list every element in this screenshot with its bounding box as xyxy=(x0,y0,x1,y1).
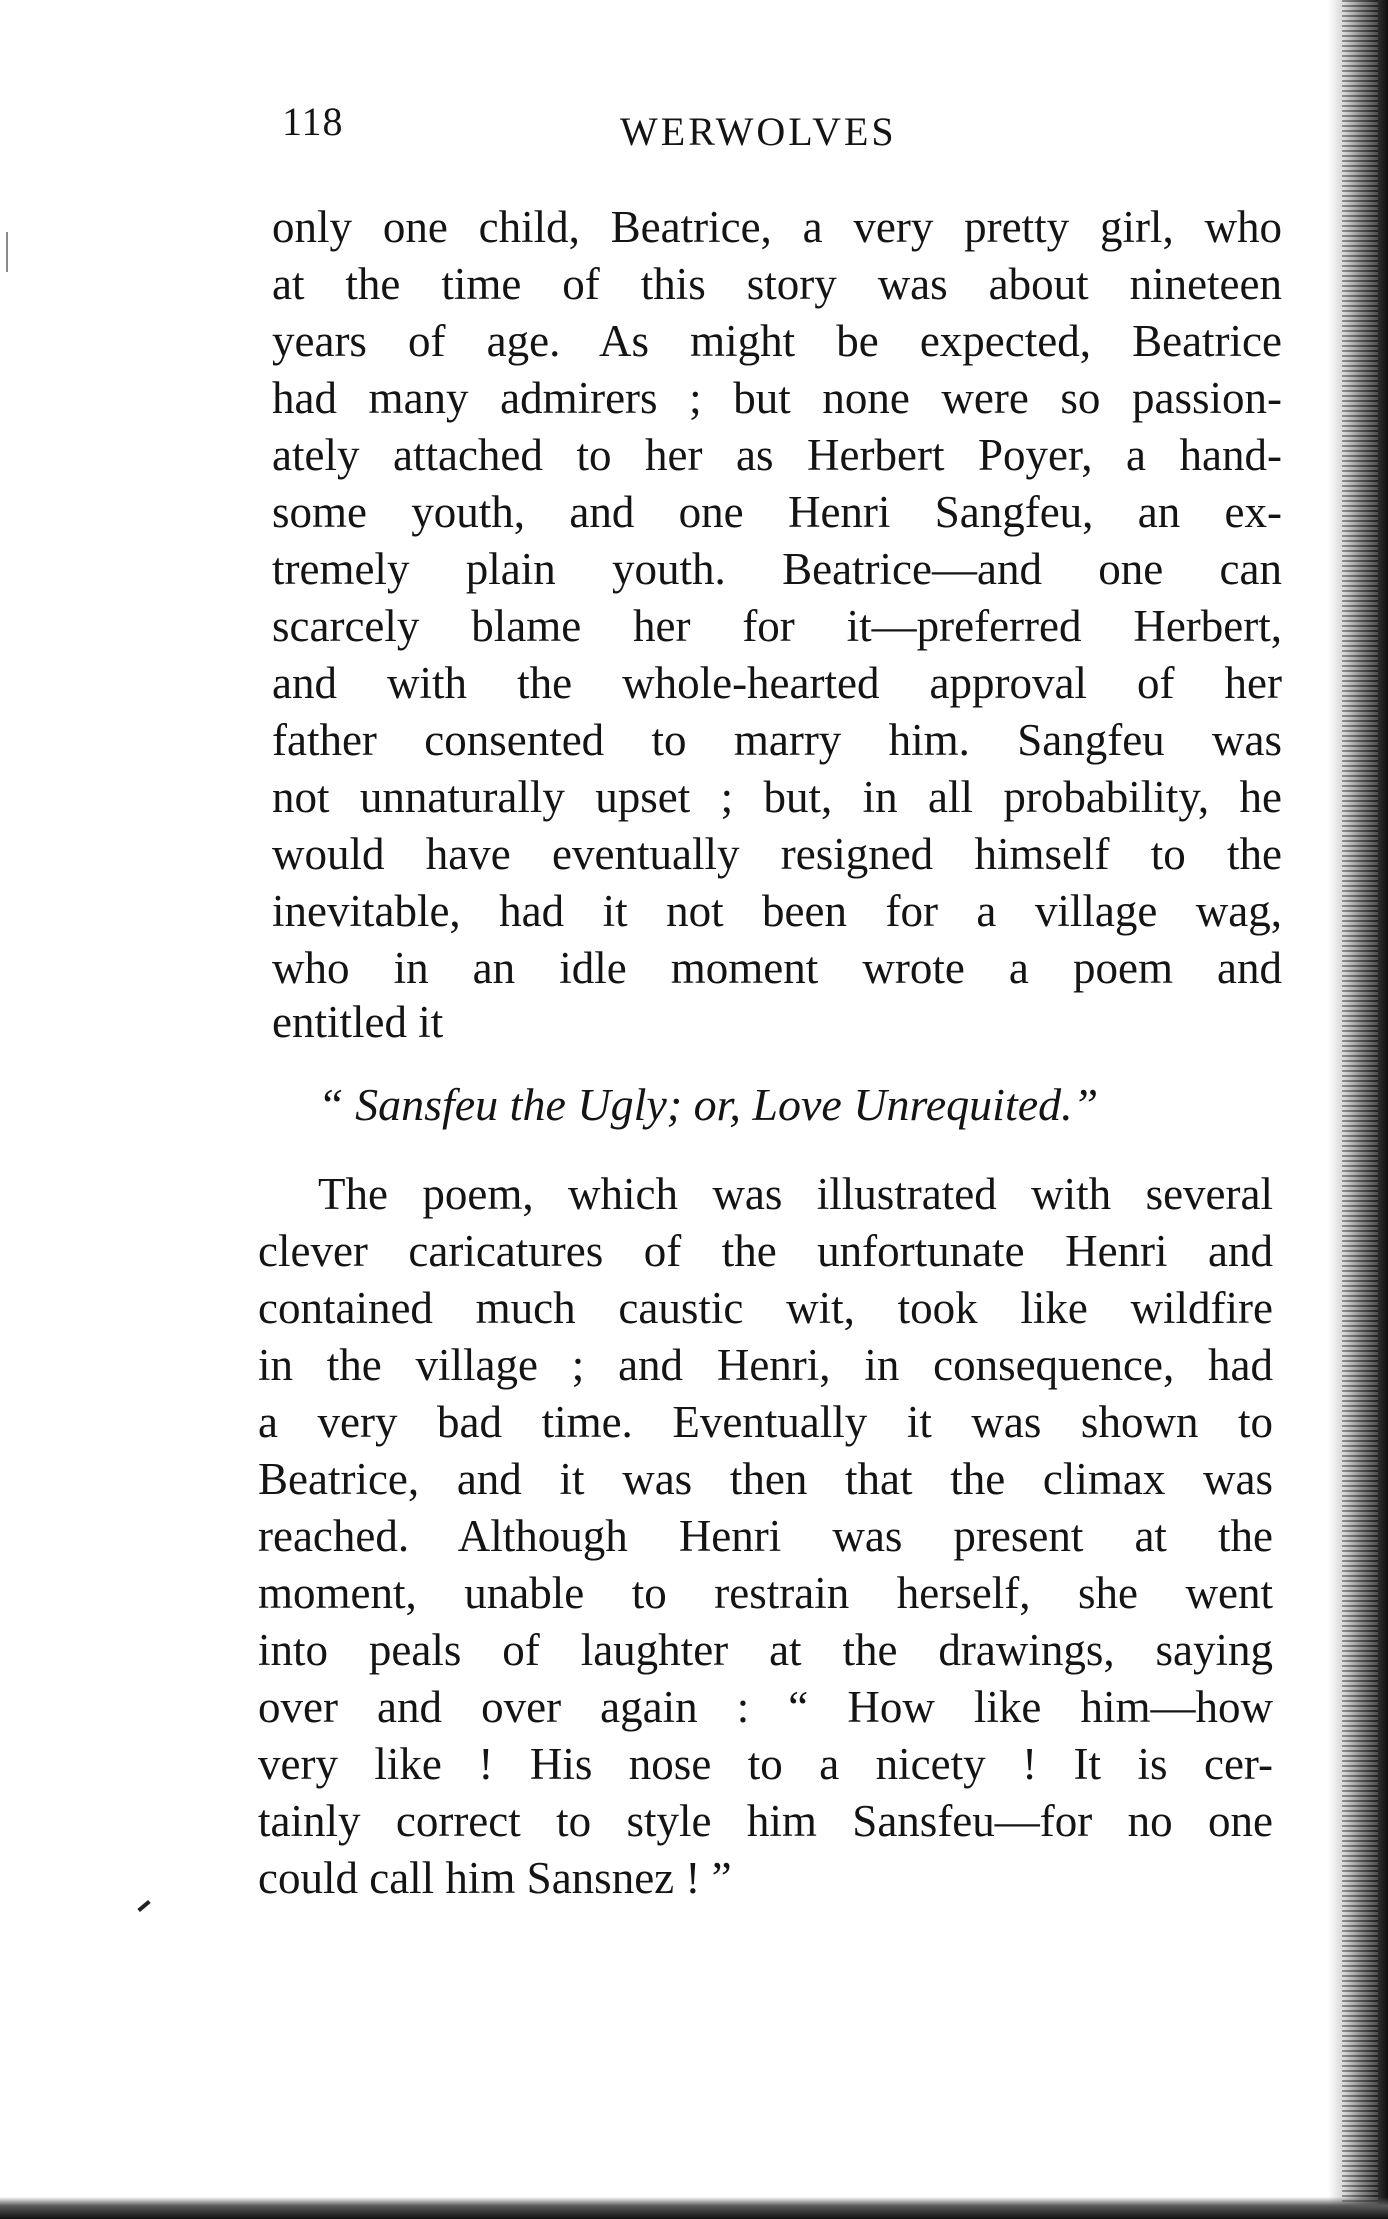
margin-mark xyxy=(6,232,8,272)
running-head: WERWOLVES xyxy=(620,109,897,154)
text-line: years of age. As might be expected, Beatrice xyxy=(272,316,1282,366)
text-line: father consented to marry him. Sangfeu was xyxy=(272,715,1282,765)
text-line: very like ! His nose to a nicety ! It is cer- xyxy=(258,1739,1273,1789)
text-line: and with the whole-hearted approval of her xyxy=(272,658,1282,708)
text-line: had many admirers ; but none were so passion- xyxy=(272,373,1282,423)
text-line: The poem, which was illustrated with several xyxy=(318,1169,1273,1219)
page-edge-texture xyxy=(1342,0,1378,2219)
text-line: who in an idle moment wrote a poem and xyxy=(272,943,1282,993)
text-line: could call him Sansnez ! ” xyxy=(258,1853,732,1903)
text-line: some youth, and one Henri Sangfeu, an ex- xyxy=(272,487,1282,537)
text-line: a very bad time. Eventually it was shown to xyxy=(258,1397,1273,1447)
text-line: ately attached to her as Herbert Poyer, a hand- xyxy=(272,430,1282,480)
text-line: not unnaturally upset ; but, in all probability, he xyxy=(272,772,1282,822)
text-line: Beatrice, and it was then that the climax was xyxy=(258,1454,1273,1504)
text-line: entitled it xyxy=(272,997,444,1047)
text-line: at the time of this story was about nineteen xyxy=(272,259,1282,309)
text-line: tainly correct to style him Sansfeu—for no one xyxy=(258,1796,1273,1846)
text-line: inevitable, had it not been for a village wag, xyxy=(272,886,1282,936)
text-line: only one child, Beatrice, a very pretty girl, who xyxy=(272,202,1282,252)
poem-title: “ Sansfeu the Ugly; or, Love Unrequited.” xyxy=(318,1079,1099,1130)
text-line: reached. Although Henri was present at the xyxy=(258,1511,1273,1561)
text-line: tremely plain youth. Beatrice—and one can xyxy=(272,544,1282,594)
text-line: would have eventually resigned himself to the xyxy=(272,829,1282,879)
text-line: over and over again : “ How like him—how xyxy=(258,1682,1273,1732)
text-line: in the village ; and Henri, in consequence, had xyxy=(258,1340,1273,1390)
stray-pen-mark xyxy=(137,1900,150,1912)
bottom-edge-shadow xyxy=(0,2197,1388,2219)
text-line: clever caricatures of the unfortunate Henri and xyxy=(258,1226,1273,1276)
text-line: moment, unable to restrain herself, she went xyxy=(258,1568,1273,1618)
text-line: scarcely blame her for it—preferred Herbert, xyxy=(272,601,1282,651)
text-line: into peals of laughter at the drawings, saying xyxy=(258,1625,1273,1675)
text-line: contained much caustic wit, took like wildfire xyxy=(258,1283,1273,1333)
page-number: 118 xyxy=(282,99,344,144)
